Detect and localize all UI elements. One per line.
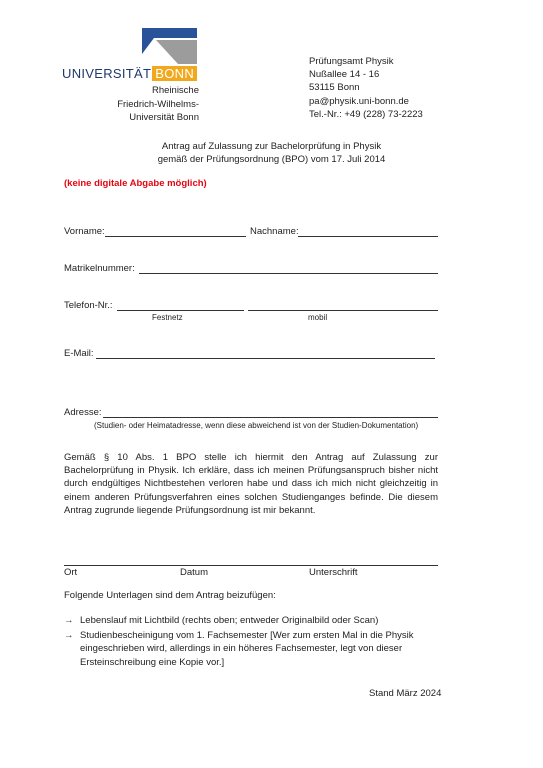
email-field[interactable] bbox=[96, 358, 435, 359]
document-title bbox=[0, 140, 543, 166]
title-line-2: gemäß der Prüfungsordnung (BPO) vom 17. Juli 2014 bbox=[157, 154, 386, 165]
attachments-heading: Folgende Unterlagen sind dem Antrag beizufügen: bbox=[64, 590, 276, 601]
datum-caption: Datum bbox=[180, 567, 208, 578]
list-item bbox=[64, 614, 444, 627]
institution-name bbox=[62, 84, 199, 125]
title-line-1: Antrag auf Zulassung zur Bachelorprüfung in Physik bbox=[161, 141, 382, 152]
adresse-hint: (Studien- oder Heimatadresse, wenn diese abweichend ist von der Studien-Dokumentation) bbox=[94, 421, 419, 430]
telefon-label: Telefon-Nr.: bbox=[64, 300, 113, 311]
list-item bbox=[64, 629, 444, 669]
office-email: pa@physik.uni-bonn.de bbox=[309, 95, 409, 107]
office-city: 53115 Bonn bbox=[309, 82, 360, 94]
office-phone: Tel.-Nr.: +49 (228) 73-2223 bbox=[309, 108, 423, 120]
telefon-mobil-field[interactable] bbox=[248, 310, 438, 311]
vorname-label: Vorname: bbox=[64, 226, 105, 237]
office-name: Prüfungsamt Physik bbox=[309, 56, 394, 67]
logo-word-bonn: BONN bbox=[152, 66, 197, 81]
matrikelnummer-field[interactable] bbox=[139, 273, 438, 274]
nachname-label: Nachname: bbox=[250, 226, 299, 237]
email-label: E-Mail: bbox=[64, 348, 94, 359]
ort-caption: Ort bbox=[64, 567, 78, 578]
arrow-right-icon: → bbox=[64, 630, 74, 642]
adresse-label: Adresse: bbox=[64, 407, 102, 418]
attachment-text: Studienbescheinigung vom 1. Fachsemester [Wer zum ersten Mal in die Physik eingeschrieben wird, allerdings in ein höheres Fachsemester, legt von dieser Ersteinschreibung eine Kopie vor.] bbox=[80, 630, 414, 668]
office-address-block bbox=[309, 55, 423, 121]
institution-line: Friedrich-Wilhelms- bbox=[117, 98, 199, 110]
office-street: Nußallee 14 - 16 bbox=[309, 69, 380, 81]
stand-date: Stand März 2024 bbox=[369, 688, 442, 699]
telefon-festnetz-field[interactable] bbox=[117, 310, 244, 311]
nachname-field[interactable] bbox=[298, 236, 438, 237]
vorname-field[interactable] bbox=[105, 236, 246, 237]
attachments-list bbox=[64, 614, 444, 671]
arrow-right-icon: → bbox=[64, 615, 74, 626]
unterschrift-caption: Unterschrift bbox=[309, 567, 358, 578]
attachment-text: Lebenslauf mit Lichtbild (rechts oben; entweder Originalbild oder Scan) bbox=[80, 615, 379, 626]
adresse-field[interactable] bbox=[103, 417, 438, 418]
logo-word-universitaet: UNIVERSITÄT bbox=[62, 66, 152, 81]
declaration-text: Gemäß § 10 Abs. 1 BPO stelle ich hiermit den Antrag auf Zulassung zur Bachelorprüfung in Physik. Ich erkläre, dass ich meinen Prüfungsanspruch bisher nicht durch endgültiges Nichtbestehen verloren habe und dass ich mich nicht gleichzeitig in einem anderen Prüfungsverfahren eines solchen Studienganges befinde. Die diesem Antrag zugrunde liegende Prüfungsordnung ist mir bekannt. bbox=[64, 452, 438, 516]
matrikelnummer-label: Matrikelnummer: bbox=[64, 263, 135, 274]
institution-line: Rheinische bbox=[152, 85, 199, 96]
mobil-caption: mobil bbox=[308, 313, 328, 322]
no-digital-submission-notice: (keine digitale Abgabe möglich) bbox=[64, 178, 207, 189]
festnetz-caption: Festnetz bbox=[152, 313, 183, 322]
institution-line: Universität Bonn bbox=[129, 112, 199, 123]
signature-line[interactable] bbox=[64, 565, 438, 566]
university-logo-wordmark bbox=[62, 66, 197, 81]
